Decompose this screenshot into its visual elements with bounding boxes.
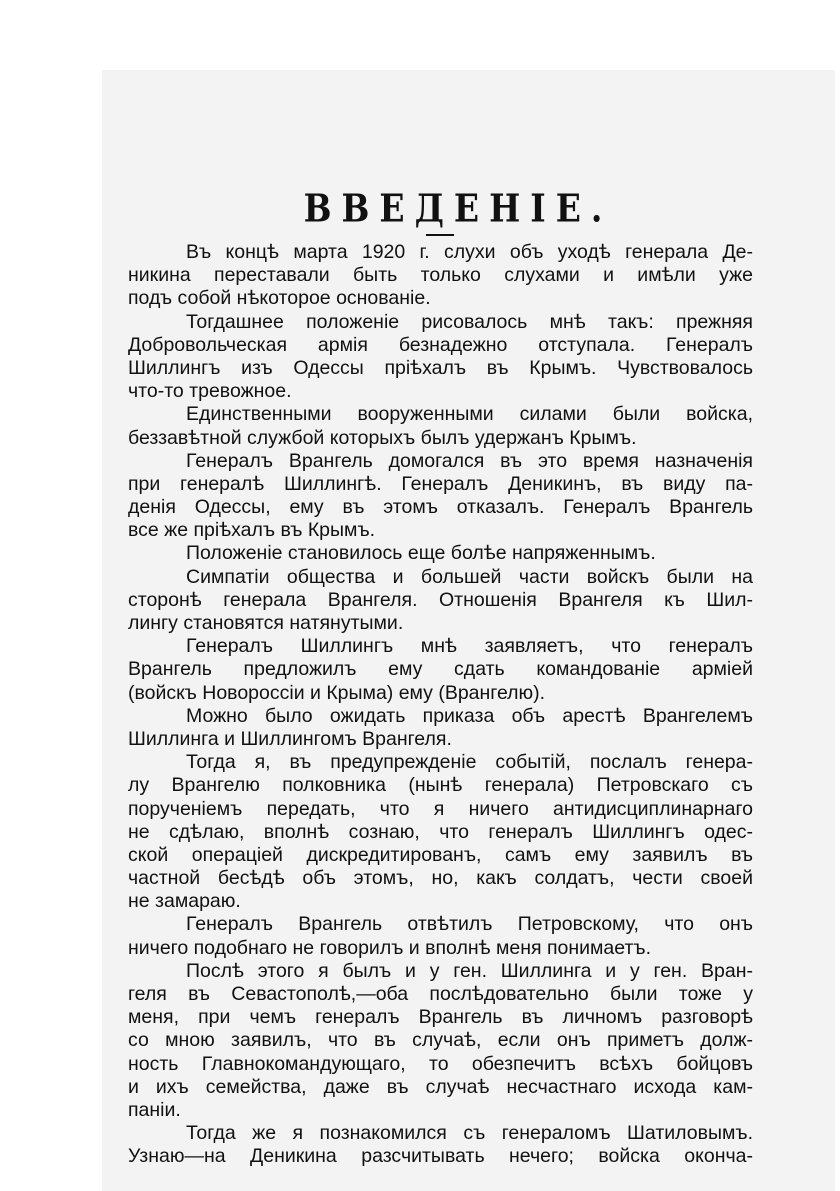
text-line: сторонѣ генерала Врангеля. Отношенія Врангеля къ Шил- bbox=[128, 588, 753, 611]
text-line: Генералъ Шиллингъ мнѣ заявляетъ, что генералъ bbox=[186, 635, 753, 658]
text-line: что-то тревожное. bbox=[128, 380, 292, 403]
text-line: все же пріѣхалъ въ Крымъ. bbox=[128, 519, 376, 542]
text-line: Добровольческая армія безнадежно отступала. Генералъ bbox=[128, 333, 753, 356]
text-line: геля въ Севастополѣ,—оба послѣдовательно были тоже у bbox=[128, 983, 753, 1005]
text-line: Въ концѣ марта 1920 г. слухи объ уходѣ генерала Де- bbox=[186, 241, 753, 263]
text-line: и ихъ семейства, даже въ случаѣ несчастнаго исхода кам- bbox=[128, 1075, 753, 1098]
text-line: при генералѣ Шиллингѣ. Генералъ Деникинъ, въ виду па- bbox=[128, 472, 753, 495]
text-line: со мною заявилъ, что въ случаѣ, если онъ приметъ долж- bbox=[128, 1029, 753, 1052]
text-line: Единственными вооруженными силами были войска, bbox=[186, 403, 753, 426]
text-line: меня, при чемъ генералъ Врангель въ личномъ разговорѣ bbox=[128, 1006, 753, 1029]
text-line: Узнаю—на Деникина разсчитывать нечего; войска оконча- bbox=[128, 1145, 753, 1168]
text-line: Шиллинга и Шиллингомъ Врангеля. bbox=[128, 727, 452, 750]
text-line: частной бесѣдѣ объ этомъ, но, какъ солдатъ, чести своей bbox=[128, 867, 753, 890]
text-line: ность Главнокомандующаго, то обезпечитъ всѣхъ бойцовъ bbox=[128, 1052, 753, 1075]
text-line: Генералъ Врангель отвѣтилъ Петровскому, что онъ bbox=[186, 913, 753, 936]
text-line: Послѣ этого я былъ и у ген. Шиллинга и у ген. Вран- bbox=[186, 959, 753, 982]
text-line: Врангель предложилъ ему сдать командованіе арміей bbox=[128, 658, 753, 681]
text-line: беззавѣтной службой которыхъ былъ удержанъ Крымъ. bbox=[128, 426, 637, 449]
text-line: не сдѣлаю, вполнѣ сознаю, что генералъ Шиллингъ одес- bbox=[128, 820, 753, 843]
text-line: подъ собой нѣкоторое основаніе. bbox=[128, 287, 431, 310]
text-line: никина переставали быть только слухами и имѣли уже bbox=[128, 264, 753, 287]
title-underline-rule bbox=[426, 234, 454, 236]
text-line: порученіемъ передать, что я ничего антидисциплинарнаго bbox=[128, 797, 753, 820]
text-line: Шиллингъ изъ Одессы пріѣхалъ въ Крымъ. Чувствовалось bbox=[128, 356, 753, 379]
text-line: Тогдашнее положеніе рисовалось мнѣ такъ: прежняя bbox=[186, 310, 753, 333]
text-line: Тогда я, въ предупрежденіе событій, послалъ генера- bbox=[186, 751, 753, 774]
text-line: Тогда же я познакомился съ генераломъ Шатиловымъ. bbox=[186, 1122, 753, 1145]
text-line: лингу становятся натянутыми. bbox=[128, 612, 404, 634]
text-line: денія Одессы, ему въ этомъ отказалъ. Генералъ Врангель bbox=[128, 496, 753, 519]
text-line: Можно было ожидать приказа объ арестѣ Врангелемъ bbox=[186, 704, 753, 727]
text-line: лу Врангелю полковника (нынѣ генерала) Петровскаго съ bbox=[128, 774, 753, 797]
text-line: не замараю. bbox=[128, 890, 241, 913]
text-line: (войскъ Новороссіи и Крыма) ему (Врангелю). bbox=[128, 681, 546, 704]
page-title: ВВЕДЕНІЕ. bbox=[303, 186, 613, 231]
text-line: Положеніе становилось еще болѣе напряженнымъ. bbox=[186, 542, 656, 565]
text-line: ской операціей дискредитированъ, самъ ему заявилъ въ bbox=[128, 843, 753, 866]
text-line: Генералъ Врангель домогался въ это время назначенія bbox=[186, 449, 753, 472]
body-text bbox=[128, 241, 753, 1169]
text-line: паніи. bbox=[128, 1098, 181, 1121]
text-line: Симпатіи общества и большей части войскъ были на bbox=[186, 565, 753, 588]
text-line: ничего подобнаго не говорилъ и вполнѣ меня понимаетъ. bbox=[128, 936, 652, 959]
